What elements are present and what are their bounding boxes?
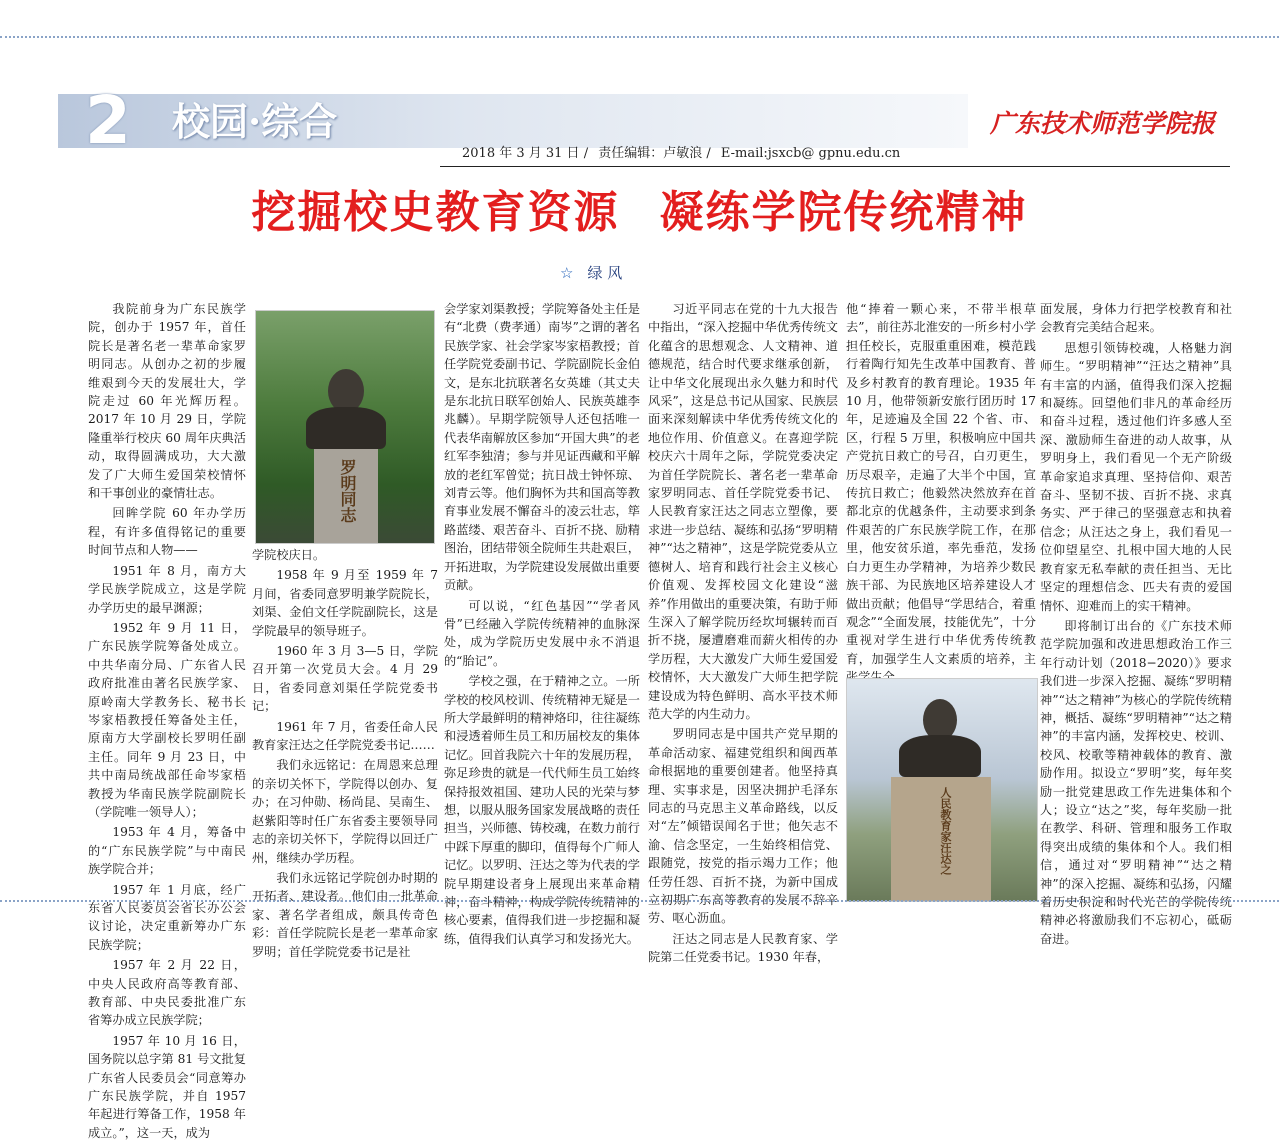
article-paragraph: 回眸学院 60 年办学历程，有许多值得铭记的重要时间节点和人物—— <box>88 506 246 558</box>
article-paragraph: 学校之强，在于精神之立。一所学校的校风校训、传统精神无疑是一所大学最鲜明的精神烙印，往往凝练和浸透着师生员工和历届校友的集体记忆。回首我院六十年的发展历程，弥足珍贵的就是一代代师生员工始终保持报效祖国、建功人民的光荣与梦想，以服从服务国家发展战略的责任担当，兴师德、铸校魂，在数力前行中踩下厚重的脚印，值得每个广师人记忆。以罗明、汪达之等为代表的学院早期建设者身上展现出来革命精神，奋斗精神，构成学院传统精神的核心要素，值得我们进一步挖掘和凝练，值得我们认真学习和发扬光大。 <box>444 674 640 946</box>
star-icon: ☆ <box>560 264 574 282</box>
bust-body-shape <box>899 735 981 777</box>
article-paragraph: 1957 年 10 月 16 日，国务院以总字第 81 号文批复广东省人民委员会“同意筹办广东民族学院，并自 1957 年起进行筹备工作，1958 年成立。”，这一天，成为 <box>88 1033 246 1140</box>
article-paragraph: 我们永远铭记：在周恩来总理的亲切关怀下，学院得以创办、复办；在习仲勋、杨尚昆、吴南生、赵紫阳等时任广东省委主要领导同志的亲切关怀下，学院得以回迁广州，继续办学历程。 <box>252 758 438 865</box>
article-column-4 <box>648 300 838 965</box>
article-headline <box>0 178 1279 248</box>
bottom-dotted-border <box>0 900 1279 902</box>
article-byline <box>560 262 720 284</box>
article-paragraph: 即将制订出台的《广东技术师范学院加强和改进思想政治工作三年行动计划（2018−2020）》要求我们进一步深入挖掘、凝练“罗明精神”“达之精神”为核心的学院传统精神，概括、凝练“罗明精神”“达之精神”的丰富内涵，发挥校史、校训、校风、校歌等精神载体的教育、激励作用。拟设立“罗明”奖，每年奖励一批党建思政工作先进集体和个人；设立“达之”奖，每年奖励一批在教学、科研、管理和服务工作取得突出成绩的集体和个人。我们相信，通过对“罗明精神”“达之精神”的深入挖掘、凝练和弘扬，闪耀着历史积淀和时代光芒的学院传统精神必将激励我们不忘初心，砥砺奋进。 <box>1040 618 1232 946</box>
article-paragraph: 会学家刘渠教授；学院筹备处主任是有“北费（费孝通）南岑”之谓的著名民族学家、社会学家岑家梧教授；首任学院党委副书记、学院副院长金伯文，是东北抗联著名女英雄（其丈夫是东北抗日联军创始人、民族英雄李兆麟）。早期学院领导人还包括唯一代表华南解放区参加“开国大典”的老红军李独清；参与并见证西藏和平解放的老红军曾觉；抗日战士钟怀琼、刘青云等。他们胸怀为共和国高等教育事业发展不懈奋斗的凌云壮志，筚路蓝缕、艰苦奋斗、百折不挠、励精图治，团结带领全院师生共赴艰巨，开拓进取，为学院建设发展做出重要贡献。 <box>444 302 640 593</box>
article-column-2 <box>252 546 438 959</box>
article-paragraph: 我们永远铭记学院创办时期的开拓者、建设者。他们由一批革命家、著名学者组成，颇具传奇色彩：首任学院院长是老一辈革命家罗明；首任学院党委书记是社 <box>252 870 438 959</box>
article-paragraph: 学院校庆日。 <box>252 548 326 562</box>
article-paragraph: 他“捧着一颗心来，不带半根草去”，前往苏北淮安的一所乡村小学担任校长，克服重重困难，模范践行着陶行知先生改革中国教育、普及乡村教育的教育理论。1935 年 10 月，他带领新安旅行团历时 17 年，足迹遍及全国 22 个省、市、区，行程 5 万里，积极响应中国共产党抗日救亡的号召，白刃更生，历尽艰辛，走遍了大半个中国，宣传抗日救亡；他毅然决然放弃在首都北京的优越条件，主动要求到条件艰苦的广东民族学院工作，在那里，他安贫乐道，率先垂范，发扬白力更生办学精神，为培养少数民族干部、为民族地区培养建设人才做出贡献；他倡导“学思结合，着重观念”“全面发展，技能优先”，十分重视对学生进行中华优秀传统教育，加强学生人文素质的培养，主 <box>846 302 1036 666</box>
article-column-3 <box>444 300 640 946</box>
article-paragraph: 1953 年 4 月，筹备中的“广东民族学院”与中南民族学院合并； <box>88 825 246 877</box>
bust-body-shape <box>306 407 386 449</box>
article-paragraph: 罗明同志是中国共产党早期的革命活动家、福建党组织和闽西革命根据地的重要创建者。他坚持真理、实事求是，因坚决拥护毛泽东同志的马克思主义革命路线，以反对“左”倾错误闻名于世；他矢志不渝、信念坚定，一生始终相信党、跟随党，按党的指示竭力工作；他任劳任怨、百折不挠，为新中国成立初期广东高等教育的发展不辞辛劳、呕心沥血。 <box>648 727 838 926</box>
bust-photo-luo-ming <box>255 310 435 544</box>
article-column-5 <box>846 300 1036 670</box>
article-paragraph: 我院前身为广东民族学院，创办于 1957 年，首任院长是著名老一辈革命家罗明同志。从创办之初的步履维艰到今天的发展壮大，学院走过 60 年光辉历程。2017 年 10 月 29 日，学院隆重举行校庆 60 周年庆典活动，取得圆满成功，大大激发了广大师生爱国荣校情怀和干事创业的豪情壮志。 <box>88 302 246 501</box>
article-paragraph: 习近平同志在党的十九大报告中指出，“深入挖掘中华优秀传统文化蕴含的思想观念、人文精神、道德规范，结合时代要求继承创新，让中华文化展现出永久魅力和时代风采”，这是总书记从国家、民族层面来深刻解读中华优秀传统文化的地位作用、价值意义。在喜迎学院校庆六十周年之际，学院党委决定为首任学院院长、著名老一辈革命家罗明同志、首任学院党委书记、人民教育家汪达之同志立塑像，要求进一步总结、凝练和弘扬“罗明精神”“达之精神”，这是学院党委从立德树人、培育和践行社会主义核心价值观、发挥校园文化建设“滋养”作用做出的重要决策，有助于师生深入了解学院历经坎坷辗转而百折不挠，屡遭磨难而薪火相传的办学历程，大大激发广大师生爱国爱校情怀，大大激发广大师生把学院建设成为特色鲜明、高水平技术师范大学的内生动力。 <box>648 302 838 721</box>
article-column-1 <box>88 300 246 1140</box>
headline-part-1: 挖掘校史教育资源 <box>251 187 620 238</box>
issue-date: 2018 年 3 月 31 日 / <box>462 146 589 161</box>
article-paragraph: 汪达之同志是人民教育家、学院第二任党委书记。1930 年春， <box>648 931 838 965</box>
editor-credit: 责任编辑：卢敏浪 / <box>598 146 711 161</box>
header-rule <box>440 166 1230 167</box>
newspaper-masthead-logo: 广东技术师范学院报 <box>990 109 1216 138</box>
article-paragraph: 1951 年 8 月，南方大学民族学院成立，这是学院办学历史的最早渊源； <box>88 563 246 615</box>
article-paragraph: 面发展，身体力行把学校教育和社会教育完美结合起来。 <box>1040 302 1232 335</box>
top-dotted-border <box>0 36 1279 38</box>
author-name: 绿 风 <box>587 264 623 282</box>
article-paragraph: 1957 年 2 月 22 日，中央人民政府高等教育部、教育部、中央民委批准广东省筹办成立民族学院； <box>88 958 246 1028</box>
pedestal-inscription: 人民教育家汪达之 <box>939 787 952 875</box>
bust-photo-wang-dazhi <box>846 678 1038 902</box>
article-paragraph: 1957 年 1 月底，经广东省人民委员会省长办公会议讨论，决定重新筹办广东民族学院； <box>88 882 246 952</box>
pedestal-inscription: 罗明同志 <box>338 459 357 523</box>
article-paragraph: 思想引领铸校魂，人格魅力润师生。“罗明精神”“汪达之精神”具有丰富的内涵，值得我们深入挖掘和凝练。回望他们非凡的革命经历和奋斗过程，透过他们许多感人至深、激励师生奋进的动人故事，从罗明身上，我们看见一个无产阶级革命家追求真理、坚持信仰、艰苦奋斗、坚韧不拔、百折不挠、求真务实、严于律己的坚强意志和执着信念；从汪达之身上，我们看见一位仰望星空、扎根中国大地的人民教育家无私奉献的责任担当、无比坚定的理想信念、匹夫有责的爱国情怀、迎难而上的实干精神。 <box>1040 340 1232 613</box>
article-paragraph: 可以说，“红色基因”“学者风骨”已经融入学院传统精神的血脉深处，成为学院历史发展中永不消退的“胎记”。 <box>444 598 640 668</box>
headline-part-2: 凝练学院传统精神 <box>659 187 1028 238</box>
page-number: 2 <box>85 82 131 159</box>
section-title: 校园·综合 <box>172 99 338 144</box>
article-paragraph: 1961 年 7 月，省委任命人民教育家汪达之任学院党委书记…… <box>252 719 438 753</box>
article-paragraph: 1960 年 3 月 3—5 日，学院召开第一次党员大会。4 月 29 日，省委同意刘渠任学院党委书记； <box>252 644 438 714</box>
article-paragraph: 1958 年 9 月至 1959 年 7 月间，省委同意罗明兼学院院长，刘渠、金伯文任学院副院长，这是学院最早的领导班子。 <box>252 568 438 638</box>
editor-email: E-mail:jsxcb@ gpnu.edu.cn <box>720 146 901 161</box>
article-paragraph: 1952 年 9 月 11 日，广东民族学院筹备处成立。中共华南分局、广东省人民政府批准由著名民族学家、原岭南大学教务长、秘书长岑家梧教授任筹备处主任，原南方大学副校长罗明任副主任。同年 9 月 23 日，中共中南局统战部任命岑家梧教授为华南民族学院副院长（学院唯一领导人）； <box>88 620 246 819</box>
article-column-6 <box>1040 300 1232 946</box>
issue-meta <box>462 144 906 164</box>
